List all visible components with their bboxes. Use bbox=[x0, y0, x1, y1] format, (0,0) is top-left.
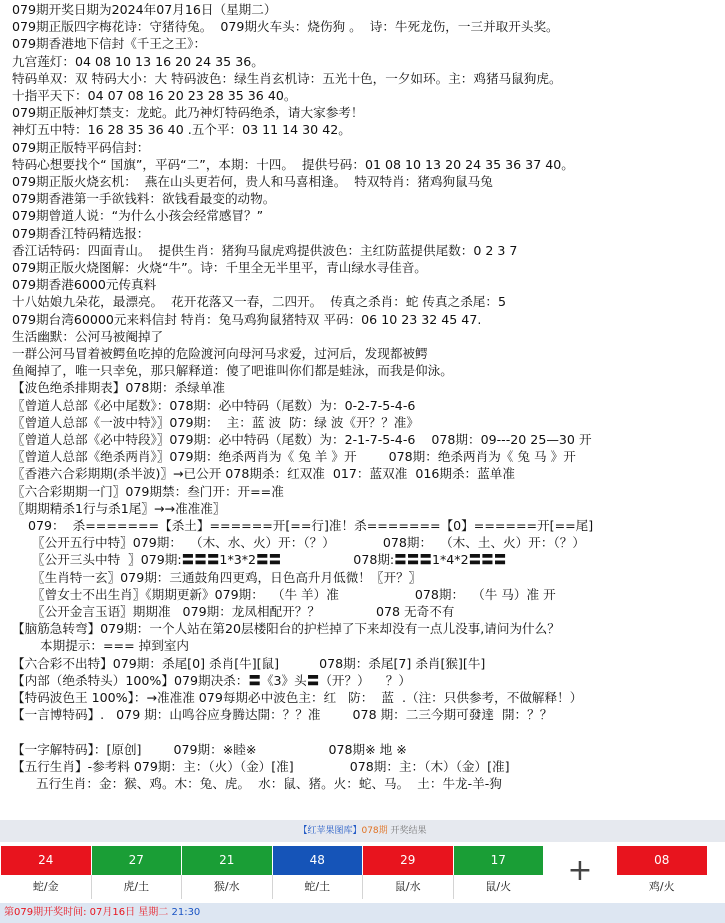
text-line: 香江话特码：四面青山。 提供生肖：猪狗马鼠虎鸡提供波色：主红防蓝提供尾数：0 2 3 7 bbox=[12, 242, 518, 258]
result-ball: 48 bbox=[273, 846, 363, 875]
text-line: 十指平天下：04 07 08 16 20 23 28 35 36 40。 bbox=[12, 88, 297, 103]
column-divider bbox=[272, 875, 273, 899]
result-ball: 27 bbox=[92, 846, 182, 875]
text-line: 【内部（绝杀特头）100%】079期决杀：〓《3》头〓（开？） ？） bbox=[12, 672, 411, 688]
text-line: 【六合彩不出特】079期：杀尾[0] 杀肖[牛][鼠] 078期：杀尾[7] 杀肖[猴][牛] bbox=[12, 655, 486, 671]
text-line: 九宫莲灯：04 08 10 13 16 20 24 35 36。 bbox=[12, 53, 264, 69]
text-line: 【五行生肖】-参考料 079期：主：（火）（金）[准] 078期：主：（木）（金）[准] bbox=[12, 758, 510, 774]
next-draw-label: 第079期开奖时间: bbox=[4, 907, 87, 918]
text-line: 079期香江特码精选报： bbox=[12, 225, 150, 241]
result-ball: 21 bbox=[182, 846, 272, 875]
result-ball: 17 bbox=[454, 846, 544, 875]
text-line: 079期开奖日期为2024年07月16日（星期二） bbox=[12, 2, 277, 17]
text-line: 〖曾道人总部《必中尾数》：078期：必中特码（尾数）为：0-2-7-5-4-6 bbox=[12, 397, 416, 413]
text-line: 079期曾道人说：“为什么小孩会经常感冒？” bbox=[12, 208, 264, 224]
text-line: 〖曾道人总部《必中特段》〗079期：必中特码（尾数）为：2-1-7-5-4-6 078期：09---20 25—30 开 bbox=[12, 432, 592, 447]
text-line: 【波色绝杀排期表】078期：杀绿单准 bbox=[12, 380, 225, 396]
text-line: 079期香港第一手欲钱料：欲钱看最变的动物。 bbox=[12, 191, 276, 207]
text-line: 一群公河马冒着被鳄鱼吃掉的危险渡河向母河马求爱，过河后，发现都被鳄 bbox=[12, 346, 428, 361]
text-line: 079期正版四字梅花诗：守猪待兔。 079期火车头：烧伤狗 。 诗：牛死龙伤，一三并取开头奖。 bbox=[12, 19, 559, 35]
text-line: 特码心想要找个“ 国旗”，平码“二”，本期：十四。 提供号码：01 08 10 13 20 24 35 36 37 40。 bbox=[12, 156, 574, 172]
text-line: 神灯五中特：16 28 35 36 40 .五个平：03 11 14 30 42。 bbox=[12, 122, 351, 138]
ball-zodiac: 蛇/金 bbox=[1, 875, 91, 899]
text-line: 〖曾女士不出生肖〗《期期更新》079期： （牛 羊）准 078期： （牛 马）准 开 bbox=[12, 586, 556, 602]
column-divider bbox=[362, 875, 363, 899]
ball-zodiac: 鼠/水 bbox=[363, 875, 453, 899]
text-line: 五行生肖：金：猴、鸡。木：兔、虎。 水：鼠、猪。火：蛇、马。 土：牛龙-羊-狗 bbox=[12, 776, 502, 791]
text-line: 079期正版特平码信封： bbox=[12, 139, 150, 155]
ball-zodiac: 鸡/火 bbox=[617, 875, 707, 899]
ball-zodiac: 虎/土 bbox=[92, 875, 182, 899]
text-line: 079： 杀=======【杀土】======开[==行]准！杀=======【0】======开[==尾] bbox=[12, 518, 594, 533]
result-label: 开奖结果 bbox=[387, 826, 427, 836]
ball-zodiac: 猴/水 bbox=[182, 875, 272, 899]
text-line: 〖生肖特一玄〗079期：三通鼓角四更鸡，日色高升月低微！〖开？〗 bbox=[12, 569, 422, 585]
text-line: 079期香港地下信封《千王之王》： bbox=[12, 36, 207, 52]
text-line: 生活幽默：公河马被阉掉了 bbox=[12, 328, 164, 344]
text-line: 〖曾道人总部《绝杀两肖》〗079期：绝杀两肖为《 兔 羊 》开 078期：绝杀两肖为《 兔 马 》开 bbox=[12, 449, 576, 465]
text-line: 079期台湾60000元来料信封 特肖：兔马鸡狗鼠猪特双 平码：06 10 23 32 45 47. bbox=[12, 311, 482, 327]
text-line: 【脑筋急转弯】079期：一个人站在第20层楼阳台的护栏掉了下来却没有一点儿没事,请问为什么？ bbox=[12, 621, 560, 637]
plus-sign: + bbox=[545, 846, 615, 899]
text-line: 〖曾道人总部《一波中特》〗079期： 主：蓝 波 防：绿 波《开？？准》 bbox=[12, 414, 419, 430]
text-line: 〖公开五行中特〗079期： （木、水、火）开：（？） 078期： （木、土、火）开：（？） bbox=[12, 535, 585, 551]
text-line: 〖期期精杀1行与杀1尾〗→→准准准〗 bbox=[12, 500, 226, 516]
column-divider bbox=[453, 875, 454, 899]
text-line: 〖公开金言玉语〗期期准 079期：龙凤相配开？？ 078 无奇不有 bbox=[12, 604, 455, 619]
text-line: 十八姑娘九朵花，最漂亮。 花开花落又一春，二四开。 传真之杀肖：蛇 传真之杀尾：5 bbox=[12, 294, 506, 310]
result-title-bar bbox=[0, 820, 725, 842]
text-line: 〖六合彩期期一门〗079期禁：叁门开：开==准 bbox=[12, 483, 284, 499]
next-draw-time: 21:30 bbox=[168, 907, 201, 918]
next-draw-footer bbox=[0, 903, 725, 923]
text-line: 079期正版神灯禁支：龙蛇。此乃神灯特码绝杀，请大家参考！ bbox=[12, 105, 364, 121]
result-ball: 29 bbox=[363, 846, 453, 875]
result-ball: 08 bbox=[617, 846, 707, 875]
column-divider bbox=[91, 875, 92, 899]
text-line: 079期正版火烧玄机： 燕在山头更若何，贵人和马喜相逢。 特双特肖：猪鸡狗鼠马兔 bbox=[12, 174, 493, 189]
result-period: 078期 bbox=[361, 826, 388, 836]
ball-zodiac: 蛇/土 bbox=[273, 875, 363, 899]
text-line: 特码单双：双 特码大小：大 特码波色：绿生肖玄机诗：五光十色，一夕如环。主：鸡猪马鼠狗虎。 bbox=[12, 70, 562, 86]
text-line: 〖公开三头中特 〗079期:〓〓〓1*3*2〓〓 078期:〓〓〓1*4*2〓〓〓 bbox=[12, 552, 507, 568]
ball-zodiac: 鼠/火 bbox=[454, 875, 544, 899]
text-line: 〖香港六合彩期期(杀半波)〗→已公开 078期杀：红双准 017：蓝双准 016期杀：蓝单准 bbox=[12, 466, 515, 482]
text-line: 本期提示：=== 掉到室内 bbox=[12, 638, 190, 654]
text-line: 鱼阉掉了，唯一只幸免，那只解释道：傻了吧谁叫你们都是蛙泳，而我是仰泳。 bbox=[12, 363, 453, 379]
result-ball: 24 bbox=[1, 846, 91, 875]
text-line: 【一言博特码】. 079 期：山鸣谷应身腾达開：？？准 078 期：二三今期可發達 開：？？ bbox=[12, 707, 553, 723]
text-line: 079期正版火烧图解：火烧“牛”。诗：千里全无半里平，青山绿水寻佳音。 bbox=[12, 260, 427, 275]
next-draw-weekday: 星期二 bbox=[135, 907, 169, 918]
gallery-brand: 【红苹果图库】 bbox=[298, 826, 362, 836]
column-divider bbox=[181, 875, 182, 899]
text-line bbox=[12, 724, 721, 740]
text-line: 【一字解特码】：[原创] 079期：※睦※ 078期※ 地 ※ bbox=[12, 741, 407, 757]
text-line: 079期香港6000元传真料 bbox=[12, 277, 157, 293]
next-draw-date: 07月16日 bbox=[86, 907, 136, 918]
text-line: 【特码波色王 100%】：→准准准 079每期必中波色主：红 防： 蓝 .（注：只供参考，不做解释！） bbox=[12, 690, 583, 705]
